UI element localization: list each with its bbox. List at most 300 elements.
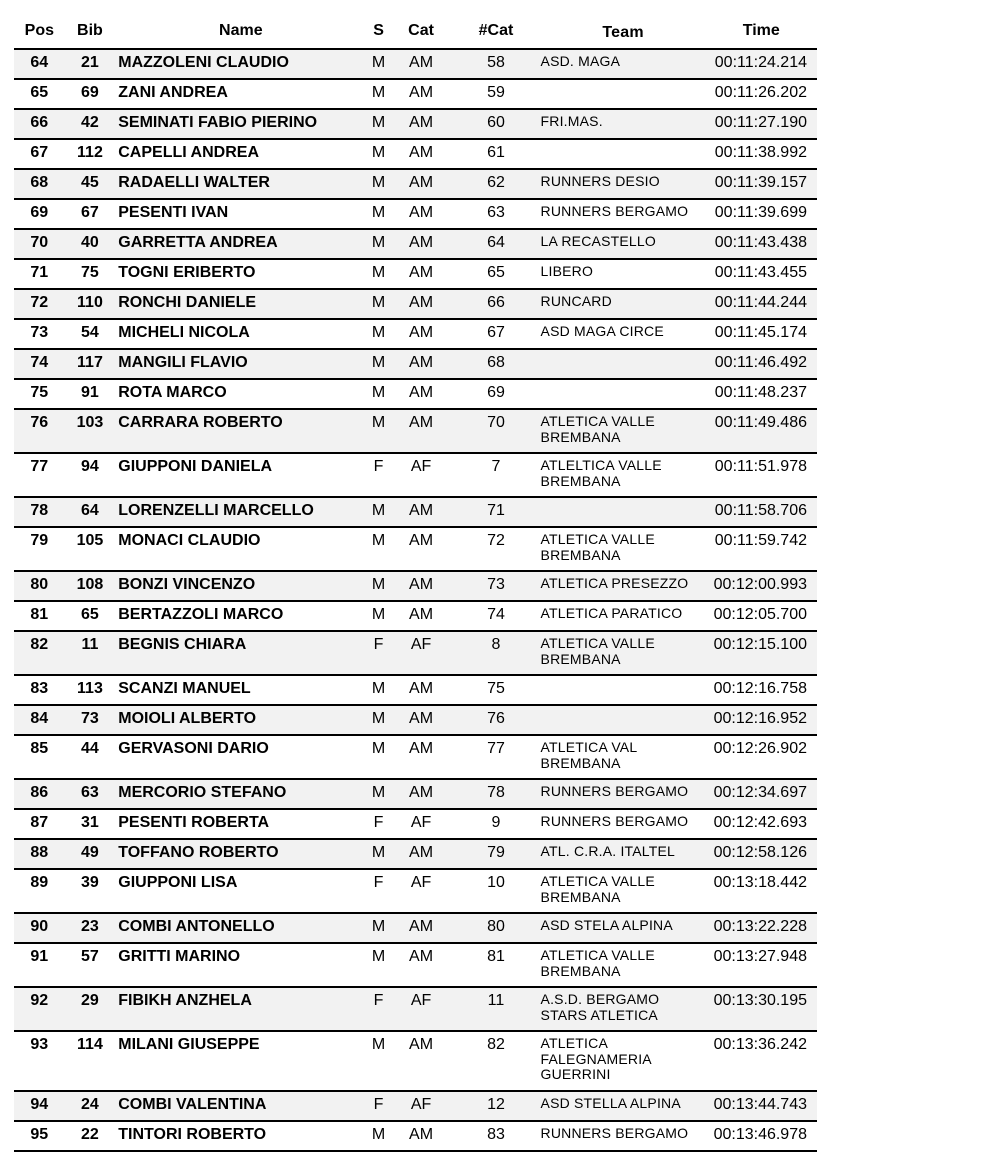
cell-team: LA RECASTELLO bbox=[541, 229, 706, 259]
table-row bbox=[14, 229, 817, 259]
cell-team: RUNNERS BERGAMO bbox=[541, 809, 706, 839]
cell-name: MONACI CLAUDIO bbox=[115, 527, 366, 571]
cell-time: 00:13:46.978 bbox=[706, 1121, 817, 1151]
cell-cat-rank: 71 bbox=[451, 497, 540, 527]
cell-name: TOFFANO ROBERTO bbox=[115, 839, 366, 869]
cell-time: 00:11:51.978 bbox=[706, 453, 817, 497]
header-name: Name bbox=[115, 14, 366, 49]
cell-name: GIUPPONI DANIELA bbox=[115, 453, 366, 497]
cell-cat: AF bbox=[391, 809, 452, 839]
cell-team: ATL. C.R.A. ITALTEL bbox=[541, 839, 706, 869]
cell-cat-rank: 59 bbox=[451, 79, 540, 109]
cell-name: GRITTI MARINO bbox=[115, 943, 366, 987]
cell-bib: 23 bbox=[65, 913, 116, 943]
cell-pos: 66 bbox=[14, 109, 65, 139]
cell-cat: AM bbox=[391, 1031, 452, 1091]
cell-team: FRI.MAS. bbox=[541, 109, 706, 139]
cell-time: 00:12:05.700 bbox=[706, 601, 817, 631]
cell-bib: 11 bbox=[65, 631, 116, 675]
cell-team bbox=[541, 705, 706, 735]
header-sex: S bbox=[366, 14, 390, 49]
cell-cat: AM bbox=[391, 675, 452, 705]
header-time: Time bbox=[706, 14, 817, 49]
cell-bib: 113 bbox=[65, 675, 116, 705]
table-row bbox=[14, 1031, 817, 1091]
cell-cat-rank: 69 bbox=[451, 379, 540, 409]
cell-pos: 74 bbox=[14, 349, 65, 379]
cell-sex: M bbox=[366, 289, 390, 319]
cell-pos: 82 bbox=[14, 631, 65, 675]
cell-name: ROTA MARCO bbox=[115, 379, 366, 409]
cell-time: 00:11:43.455 bbox=[706, 259, 817, 289]
cell-cat: AM bbox=[391, 779, 452, 809]
cell-pos: 77 bbox=[14, 453, 65, 497]
cell-sex: M bbox=[366, 735, 390, 779]
cell-cat-rank: 78 bbox=[451, 779, 540, 809]
cell-team bbox=[541, 497, 706, 527]
cell-bib: 21 bbox=[65, 49, 116, 79]
cell-bib: 49 bbox=[65, 839, 116, 869]
cell-bib: 105 bbox=[65, 527, 116, 571]
cell-pos: 95 bbox=[14, 1121, 65, 1151]
cell-pos: 73 bbox=[14, 319, 65, 349]
cell-team: ATLELTICA VALLE BREMBANA bbox=[541, 453, 706, 497]
cell-team bbox=[541, 675, 706, 705]
cell-pos: 83 bbox=[14, 675, 65, 705]
cell-time: 00:11:24.214 bbox=[706, 49, 817, 79]
cell-pos: 71 bbox=[14, 259, 65, 289]
cell-bib: 65 bbox=[65, 601, 116, 631]
cell-bib: 57 bbox=[65, 943, 116, 987]
cell-pos: 87 bbox=[14, 809, 65, 839]
header-team: Team bbox=[541, 14, 706, 49]
cell-cat: AM bbox=[391, 169, 452, 199]
cell-bib: 24 bbox=[65, 1091, 116, 1121]
cell-cat: AM bbox=[391, 735, 452, 779]
cell-cat: AM bbox=[391, 49, 452, 79]
table-row bbox=[14, 839, 817, 869]
cell-cat-rank: 75 bbox=[451, 675, 540, 705]
cell-name: MANGILI FLAVIO bbox=[115, 349, 366, 379]
table-row bbox=[14, 289, 817, 319]
cell-name: PESENTI ROBERTA bbox=[115, 809, 366, 839]
table-row bbox=[14, 601, 817, 631]
cell-name: MICHELI NICOLA bbox=[115, 319, 366, 349]
cell-sex: M bbox=[366, 913, 390, 943]
cell-team: ATLETICA PARATICO bbox=[541, 601, 706, 631]
cell-pos: 64 bbox=[14, 49, 65, 79]
cell-bib: 91 bbox=[65, 379, 116, 409]
cell-bib: 22 bbox=[65, 1121, 116, 1151]
table-row bbox=[14, 987, 817, 1031]
cell-cat-rank: 65 bbox=[451, 259, 540, 289]
cell-cat-rank: 67 bbox=[451, 319, 540, 349]
cell-sex: M bbox=[366, 839, 390, 869]
cell-cat: AM bbox=[391, 259, 452, 289]
cell-bib: 94 bbox=[65, 453, 116, 497]
cell-name: RADAELLI WALTER bbox=[115, 169, 366, 199]
cell-cat: AM bbox=[391, 229, 452, 259]
cell-cat: AF bbox=[391, 869, 452, 913]
cell-team: ATLETICA FALEGNAMERIA GUERRINI bbox=[541, 1031, 706, 1091]
cell-bib: 103 bbox=[65, 409, 116, 453]
cell-bib: 54 bbox=[65, 319, 116, 349]
cell-sex: M bbox=[366, 169, 390, 199]
cell-time: 00:13:36.242 bbox=[706, 1031, 817, 1091]
cell-team bbox=[541, 79, 706, 109]
cell-sex: F bbox=[366, 453, 390, 497]
cell-cat-rank: 79 bbox=[451, 839, 540, 869]
cell-cat: AM bbox=[391, 319, 452, 349]
cell-pos: 91 bbox=[14, 943, 65, 987]
cell-bib: 64 bbox=[65, 497, 116, 527]
cell-cat: AM bbox=[391, 79, 452, 109]
cell-cat: AF bbox=[391, 631, 452, 675]
cell-team: ASD MAGA CIRCE bbox=[541, 319, 706, 349]
cell-bib: 39 bbox=[65, 869, 116, 913]
cell-time: 00:13:22.228 bbox=[706, 913, 817, 943]
cell-name: MOIOLI ALBERTO bbox=[115, 705, 366, 735]
table-row bbox=[14, 869, 817, 913]
cell-pos: 89 bbox=[14, 869, 65, 913]
cell-cat: AM bbox=[391, 497, 452, 527]
cell-time: 00:12:42.693 bbox=[706, 809, 817, 839]
cell-pos: 84 bbox=[14, 705, 65, 735]
cell-bib: 117 bbox=[65, 349, 116, 379]
cell-time: 00:11:48.237 bbox=[706, 379, 817, 409]
cell-bib: 114 bbox=[65, 1031, 116, 1091]
cell-sex: F bbox=[366, 809, 390, 839]
cell-sex: M bbox=[366, 259, 390, 289]
cell-time: 00:12:26.902 bbox=[706, 735, 817, 779]
cell-sex: M bbox=[366, 779, 390, 809]
cell-cat-rank: 64 bbox=[451, 229, 540, 259]
cell-sex: M bbox=[366, 229, 390, 259]
cell-cat: AF bbox=[391, 1091, 452, 1121]
cell-cat: AF bbox=[391, 453, 452, 497]
cell-sex: M bbox=[366, 49, 390, 79]
cell-team: RUNNERS BERGAMO bbox=[541, 779, 706, 809]
cell-pos: 70 bbox=[14, 229, 65, 259]
table-row bbox=[14, 735, 817, 779]
cell-name: TOGNI ERIBERTO bbox=[115, 259, 366, 289]
cell-cat: AM bbox=[391, 349, 452, 379]
cell-time: 00:13:30.195 bbox=[706, 987, 817, 1031]
cell-time: 00:11:44.244 bbox=[706, 289, 817, 319]
cell-cat-rank: 83 bbox=[451, 1121, 540, 1151]
cell-cat: AM bbox=[391, 571, 452, 601]
cell-sex: M bbox=[366, 199, 390, 229]
cell-bib: 42 bbox=[65, 109, 116, 139]
cell-sex: M bbox=[366, 571, 390, 601]
cell-cat-rank: 70 bbox=[451, 409, 540, 453]
cell-name: MILANI GIUSEPPE bbox=[115, 1031, 366, 1091]
cell-sex: M bbox=[366, 675, 390, 705]
table-row bbox=[14, 49, 817, 79]
cell-time: 00:12:00.993 bbox=[706, 571, 817, 601]
cell-sex: M bbox=[366, 497, 390, 527]
table-row bbox=[14, 675, 817, 705]
cell-team: ASD STELLA ALPINA bbox=[541, 1091, 706, 1121]
table-row bbox=[14, 79, 817, 109]
cell-sex: M bbox=[366, 1031, 390, 1091]
table-row bbox=[14, 631, 817, 675]
table-row bbox=[14, 705, 817, 735]
cell-time: 00:11:45.174 bbox=[706, 319, 817, 349]
cell-time: 00:11:27.190 bbox=[706, 109, 817, 139]
cell-bib: 31 bbox=[65, 809, 116, 839]
table-row bbox=[14, 779, 817, 809]
cell-time: 00:13:44.743 bbox=[706, 1091, 817, 1121]
cell-time: 00:11:58.706 bbox=[706, 497, 817, 527]
table-row bbox=[14, 1091, 817, 1121]
cell-sex: M bbox=[366, 527, 390, 571]
cell-time: 00:12:16.758 bbox=[706, 675, 817, 705]
cell-sex: F bbox=[366, 1091, 390, 1121]
cell-cat-rank: 8 bbox=[451, 631, 540, 675]
cell-time: 00:11:59.742 bbox=[706, 527, 817, 571]
cell-sex: M bbox=[366, 349, 390, 379]
cell-time: 00:11:39.157 bbox=[706, 169, 817, 199]
cell-cat-rank: 63 bbox=[451, 199, 540, 229]
table-row bbox=[14, 169, 817, 199]
cell-cat-rank: 73 bbox=[451, 571, 540, 601]
cell-time: 00:12:34.697 bbox=[706, 779, 817, 809]
cell-pos: 75 bbox=[14, 379, 65, 409]
table-body bbox=[14, 49, 817, 1151]
cell-team bbox=[541, 139, 706, 169]
results-table bbox=[14, 14, 817, 1152]
header-pos: Pos bbox=[14, 14, 65, 49]
cell-name: COMBI VALENTINA bbox=[115, 1091, 366, 1121]
cell-cat: AM bbox=[391, 943, 452, 987]
cell-cat-rank: 72 bbox=[451, 527, 540, 571]
cell-cat-rank: 61 bbox=[451, 139, 540, 169]
cell-pos: 93 bbox=[14, 1031, 65, 1091]
cell-sex: M bbox=[366, 139, 390, 169]
cell-cat-rank: 66 bbox=[451, 289, 540, 319]
cell-name: FIBIKH ANZHELA bbox=[115, 987, 366, 1031]
cell-team: RUNNERS DESIO bbox=[541, 169, 706, 199]
cell-bib: 40 bbox=[65, 229, 116, 259]
cell-name: CARRARA ROBERTO bbox=[115, 409, 366, 453]
table-row bbox=[14, 497, 817, 527]
table-row bbox=[14, 139, 817, 169]
table-row bbox=[14, 913, 817, 943]
cell-name: BERTAZZOLI MARCO bbox=[115, 601, 366, 631]
cell-sex: F bbox=[366, 631, 390, 675]
cell-bib: 69 bbox=[65, 79, 116, 109]
cell-sex: M bbox=[366, 705, 390, 735]
cell-team: LIBERO bbox=[541, 259, 706, 289]
cell-cat-rank: 81 bbox=[451, 943, 540, 987]
cell-time: 00:12:16.952 bbox=[706, 705, 817, 735]
cell-name: ZANI ANDREA bbox=[115, 79, 366, 109]
table-row bbox=[14, 409, 817, 453]
cell-cat-rank: 7 bbox=[451, 453, 540, 497]
table-row bbox=[14, 379, 817, 409]
cell-team: ATLETICA VALLE BREMBANA bbox=[541, 943, 706, 987]
cell-time: 00:11:46.492 bbox=[706, 349, 817, 379]
cell-time: 00:11:49.486 bbox=[706, 409, 817, 453]
cell-pos: 69 bbox=[14, 199, 65, 229]
cell-bib: 45 bbox=[65, 169, 116, 199]
cell-pos: 90 bbox=[14, 913, 65, 943]
cell-cat-rank: 68 bbox=[451, 349, 540, 379]
cell-pos: 79 bbox=[14, 527, 65, 571]
cell-team bbox=[541, 379, 706, 409]
cell-pos: 80 bbox=[14, 571, 65, 601]
header-cat: Cat bbox=[391, 14, 452, 49]
cell-name: GIUPPONI LISA bbox=[115, 869, 366, 913]
cell-cat: AM bbox=[391, 913, 452, 943]
cell-cat: AM bbox=[391, 601, 452, 631]
cell-team: ATLETICA VAL BREMBANA bbox=[541, 735, 706, 779]
cell-cat: AM bbox=[391, 409, 452, 453]
cell-time: 00:11:38.992 bbox=[706, 139, 817, 169]
header-row bbox=[14, 14, 817, 49]
cell-bib: 29 bbox=[65, 987, 116, 1031]
table-row bbox=[14, 349, 817, 379]
cell-team: ATLETICA PRESEZZO bbox=[541, 571, 706, 601]
cell-team: RUNNERS BERGAMO bbox=[541, 1121, 706, 1151]
cell-cat: AM bbox=[391, 379, 452, 409]
cell-bib: 63 bbox=[65, 779, 116, 809]
table-row bbox=[14, 527, 817, 571]
cell-sex: F bbox=[366, 869, 390, 913]
cell-cat-rank: 80 bbox=[451, 913, 540, 943]
cell-time: 00:11:43.438 bbox=[706, 229, 817, 259]
cell-pos: 67 bbox=[14, 139, 65, 169]
cell-cat-rank: 77 bbox=[451, 735, 540, 779]
cell-bib: 75 bbox=[65, 259, 116, 289]
cell-bib: 44 bbox=[65, 735, 116, 779]
cell-sex: F bbox=[366, 987, 390, 1031]
cell-name: BEGNIS CHIARA bbox=[115, 631, 366, 675]
cell-time: 00:12:58.126 bbox=[706, 839, 817, 869]
cell-pos: 86 bbox=[14, 779, 65, 809]
cell-sex: M bbox=[366, 319, 390, 349]
cell-name: TINTORI ROBERTO bbox=[115, 1121, 366, 1151]
cell-cat-rank: 74 bbox=[451, 601, 540, 631]
cell-pos: 88 bbox=[14, 839, 65, 869]
cell-cat: AF bbox=[391, 987, 452, 1031]
cell-cat: AM bbox=[391, 705, 452, 735]
cell-cat-rank: 58 bbox=[451, 49, 540, 79]
cell-name: GARRETTA ANDREA bbox=[115, 229, 366, 259]
cell-pos: 76 bbox=[14, 409, 65, 453]
cell-bib: 110 bbox=[65, 289, 116, 319]
cell-name: CAPELLI ANDREA bbox=[115, 139, 366, 169]
cell-sex: M bbox=[366, 601, 390, 631]
table-row bbox=[14, 1121, 817, 1151]
cell-cat-rank: 62 bbox=[451, 169, 540, 199]
table-row bbox=[14, 943, 817, 987]
cell-pos: 92 bbox=[14, 987, 65, 1031]
cell-pos: 78 bbox=[14, 497, 65, 527]
cell-team: ATLETICA VALLE BREMBANA bbox=[541, 631, 706, 675]
cell-name: BONZI VINCENZO bbox=[115, 571, 366, 601]
cell-bib: 73 bbox=[65, 705, 116, 735]
table-row bbox=[14, 319, 817, 349]
cell-cat: AM bbox=[391, 839, 452, 869]
cell-team: ASD. MAGA bbox=[541, 49, 706, 79]
cell-cat-rank: 9 bbox=[451, 809, 540, 839]
cell-team: ATLETICA VALLE BREMBANA bbox=[541, 869, 706, 913]
cell-team bbox=[541, 349, 706, 379]
cell-sex: M bbox=[366, 1121, 390, 1151]
table-header bbox=[14, 14, 817, 49]
cell-cat-rank: 82 bbox=[451, 1031, 540, 1091]
cell-pos: 81 bbox=[14, 601, 65, 631]
table-row bbox=[14, 199, 817, 229]
cell-team: ATLETICA VALLE BREMBANA bbox=[541, 409, 706, 453]
cell-bib: 67 bbox=[65, 199, 116, 229]
cell-team: A.S.D. BERGAMO STARS ATLETICA bbox=[541, 987, 706, 1031]
cell-cat: AM bbox=[391, 109, 452, 139]
cell-name: SCANZI MANUEL bbox=[115, 675, 366, 705]
cell-name: LORENZELLI MARCELLO bbox=[115, 497, 366, 527]
cell-cat: AM bbox=[391, 289, 452, 319]
cell-sex: M bbox=[366, 409, 390, 453]
cell-team: RUNCARD bbox=[541, 289, 706, 319]
cell-name: MERCORIO STEFANO bbox=[115, 779, 366, 809]
cell-cat-rank: 76 bbox=[451, 705, 540, 735]
cell-time: 00:13:18.442 bbox=[706, 869, 817, 913]
cell-pos: 65 bbox=[14, 79, 65, 109]
table-row bbox=[14, 453, 817, 497]
table-row bbox=[14, 109, 817, 139]
cell-bib: 108 bbox=[65, 571, 116, 601]
table-row bbox=[14, 571, 817, 601]
cell-team: ASD STELA ALPINA bbox=[541, 913, 706, 943]
cell-name: COMBI ANTONELLO bbox=[115, 913, 366, 943]
cell-sex: M bbox=[366, 109, 390, 139]
cell-time: 00:13:27.948 bbox=[706, 943, 817, 987]
cell-pos: 72 bbox=[14, 289, 65, 319]
cell-cat: AM bbox=[391, 527, 452, 571]
cell-cat-rank: 60 bbox=[451, 109, 540, 139]
cell-cat: AM bbox=[391, 1121, 452, 1151]
table-row bbox=[14, 259, 817, 289]
cell-team: RUNNERS BERGAMO bbox=[541, 199, 706, 229]
cell-name: PESENTI IVAN bbox=[115, 199, 366, 229]
header-cat-rank: #Cat bbox=[451, 14, 540, 49]
cell-cat: AM bbox=[391, 199, 452, 229]
cell-cat-rank: 11 bbox=[451, 987, 540, 1031]
cell-team: ATLETICA VALLE BREMBANA bbox=[541, 527, 706, 571]
cell-pos: 94 bbox=[14, 1091, 65, 1121]
cell-sex: M bbox=[366, 379, 390, 409]
cell-name: RONCHI DANIELE bbox=[115, 289, 366, 319]
cell-name: MAZZOLENI CLAUDIO bbox=[115, 49, 366, 79]
cell-time: 00:11:39.699 bbox=[706, 199, 817, 229]
cell-cat-rank: 12 bbox=[451, 1091, 540, 1121]
cell-sex: M bbox=[366, 943, 390, 987]
table-row bbox=[14, 809, 817, 839]
cell-pos: 68 bbox=[14, 169, 65, 199]
cell-cat-rank: 10 bbox=[451, 869, 540, 913]
cell-pos: 85 bbox=[14, 735, 65, 779]
cell-bib: 112 bbox=[65, 139, 116, 169]
cell-name: GERVASONI DARIO bbox=[115, 735, 366, 779]
cell-sex: M bbox=[366, 79, 390, 109]
cell-time: 00:12:15.100 bbox=[706, 631, 817, 675]
cell-time: 00:11:26.202 bbox=[706, 79, 817, 109]
cell-cat: AM bbox=[391, 139, 452, 169]
header-bib: Bib bbox=[65, 14, 116, 49]
cell-name: SEMINATI FABIO PIERINO bbox=[115, 109, 366, 139]
